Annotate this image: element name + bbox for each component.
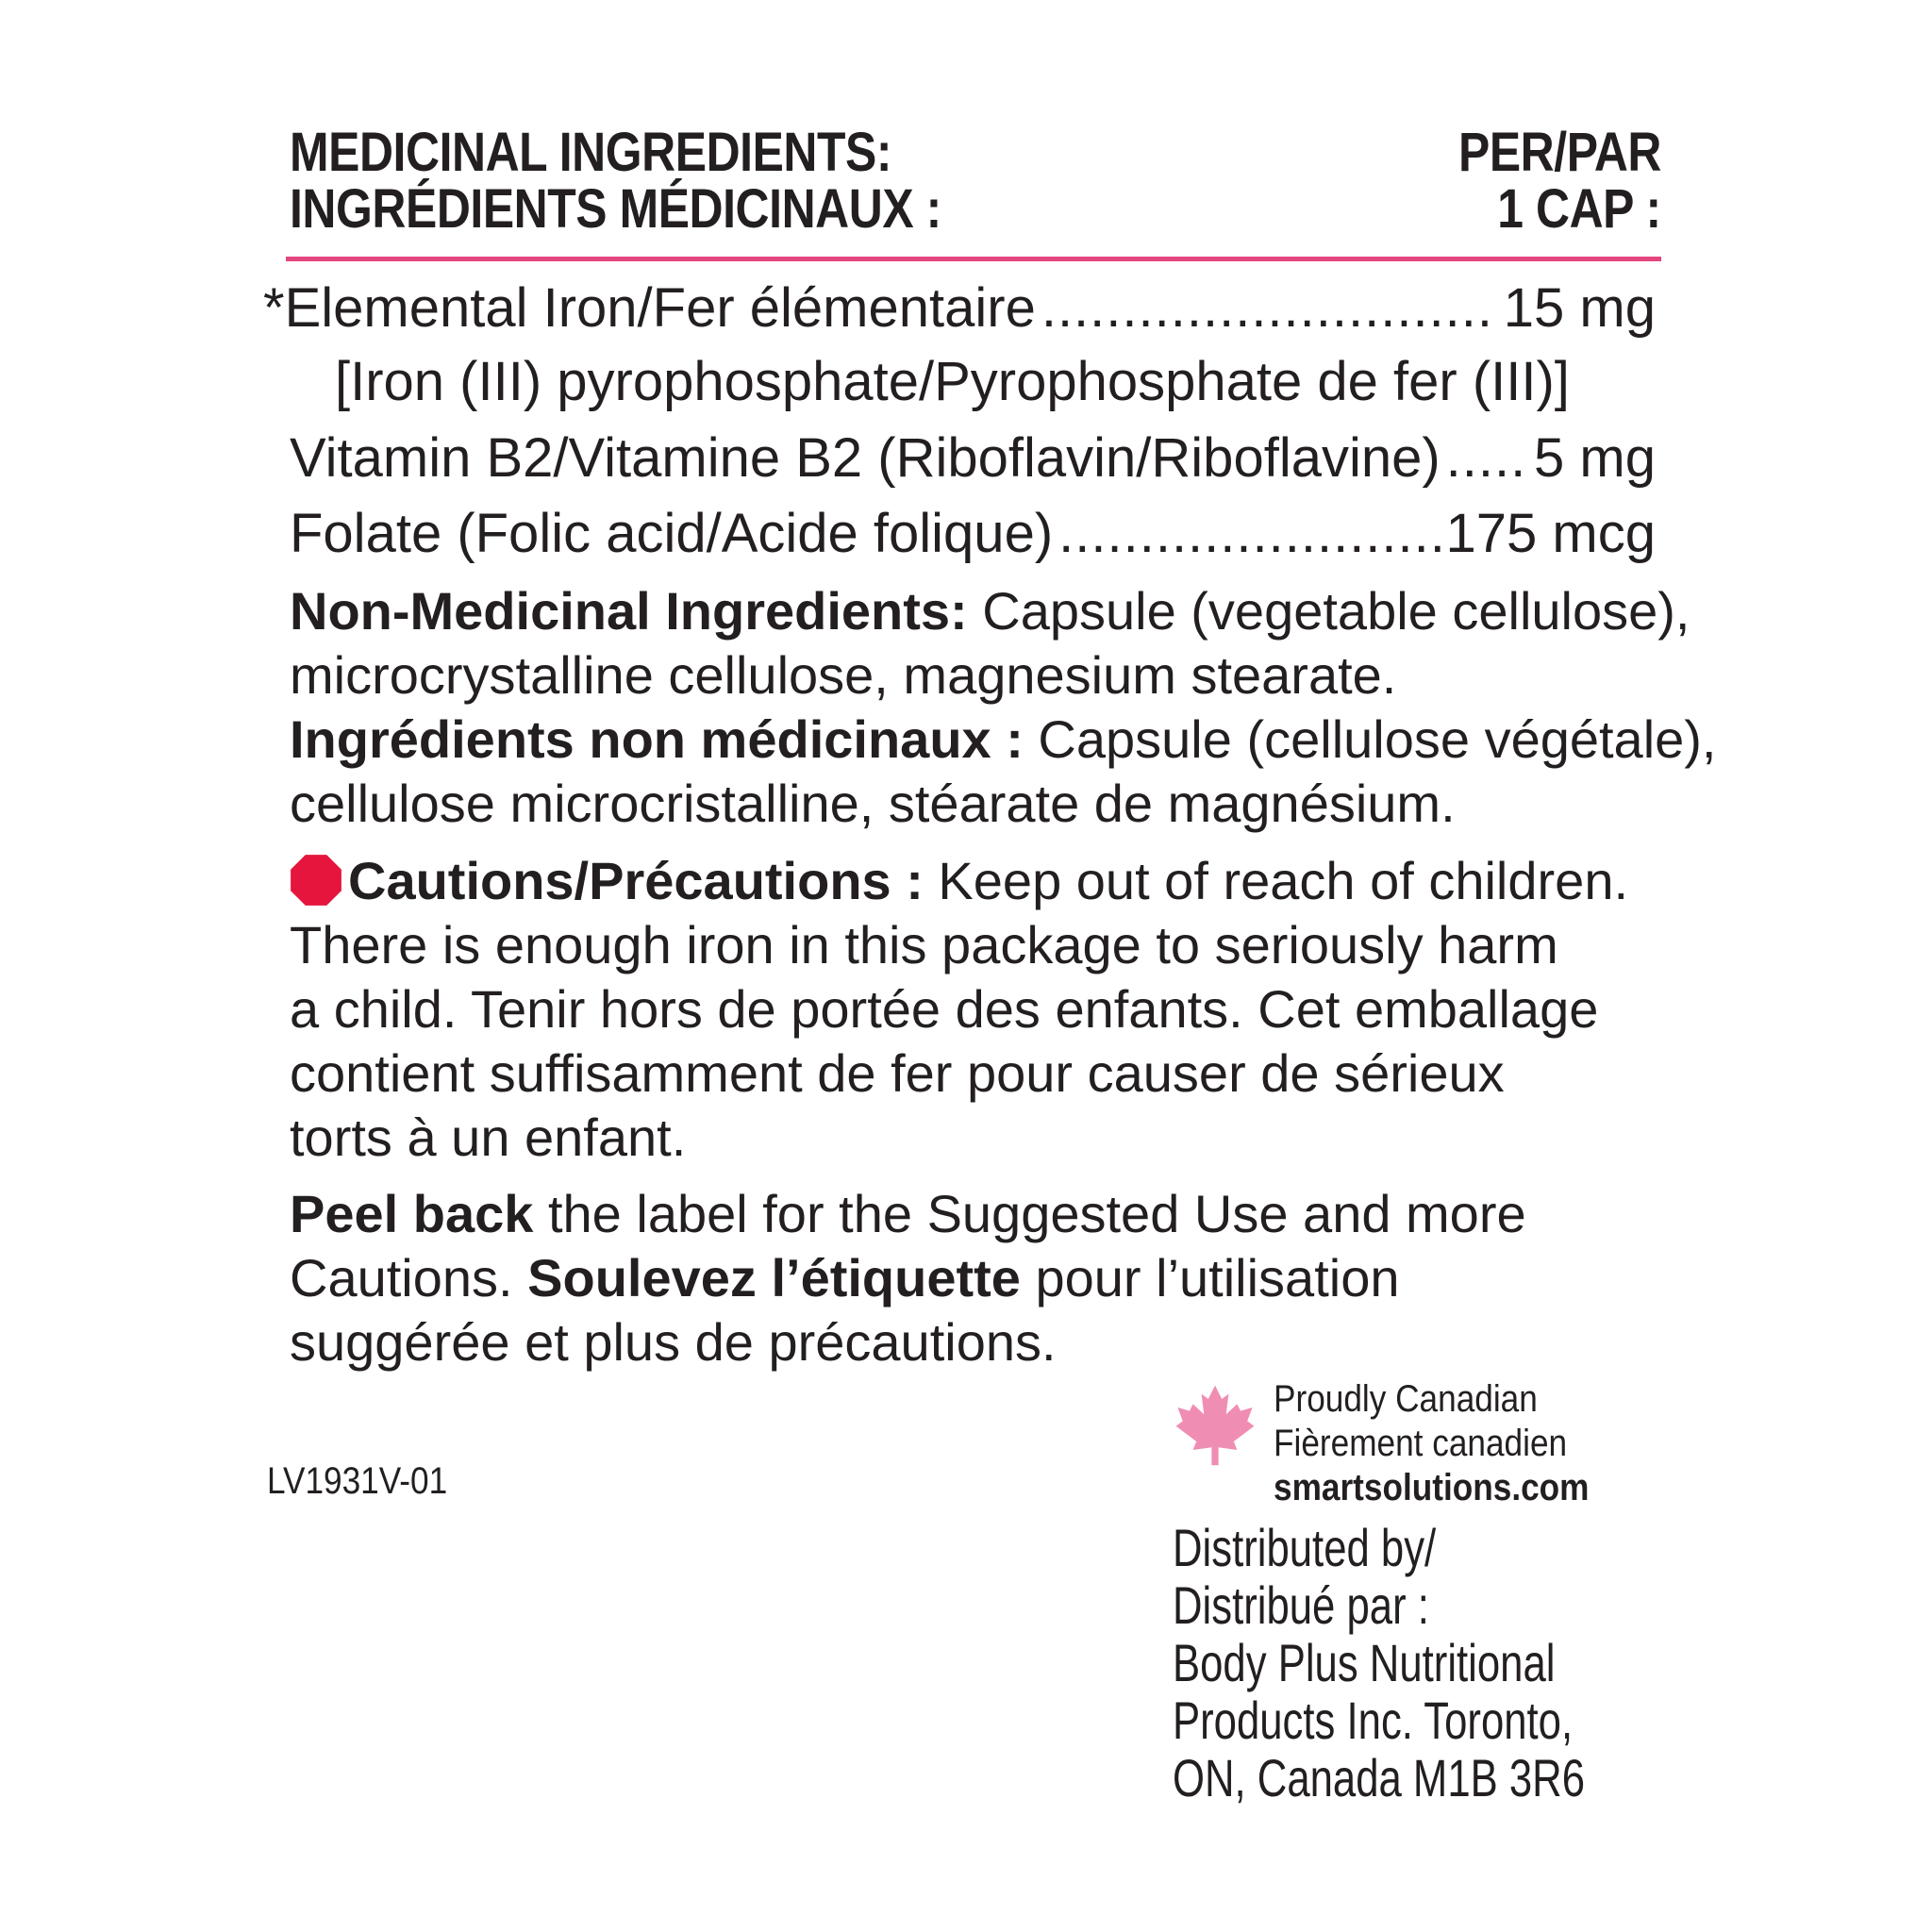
header-per-par: PER/PAR bbox=[1457, 122, 1661, 183]
peel-line1: Peel back the label for the Suggested Use and more bbox=[290, 1184, 1526, 1243]
cautions-line3: a child. Tenir hors de portée des enfants. Cet emballage bbox=[290, 979, 1599, 1039]
ingredient-name: Folate (Folic acid/Acide folique) bbox=[290, 503, 1054, 564]
peel-line2: Cautions. Soulevez l’étiquette pour l’utilisation bbox=[290, 1248, 1400, 1307]
cautions-line2: There is enough iron in this package to seriously harm bbox=[290, 915, 1558, 974]
proudly-canadian-block bbox=[1274, 1377, 1589, 1510]
cautions-section bbox=[290, 849, 1667, 1170]
distributor-line1: Distributed by/ bbox=[1173, 1518, 1437, 1577]
leader-dots bbox=[1446, 429, 1528, 488]
leader-dots bbox=[1041, 279, 1498, 338]
website-link[interactable]: smartsolutions.com bbox=[1274, 1467, 1590, 1508]
distributor-line2: Distribué par : bbox=[1173, 1575, 1429, 1635]
peel-line3: suggérée et plus de précautions. bbox=[290, 1312, 1057, 1372]
cautions-label: Cautions/Précautions : bbox=[348, 851, 924, 910]
non-medicinal-fr-line1: Ingrédients non médicinaux : Capsule (cellulose végétale), bbox=[290, 709, 1717, 769]
proudly-canadian-fr: Fièrement canadien bbox=[1274, 1423, 1568, 1464]
ingredient-name: Vitamin B2/Vitamine B2 (Riboflavin/Riboflavine) bbox=[290, 427, 1441, 489]
distributor-line4: Products Inc. Toronto, bbox=[1173, 1690, 1574, 1750]
ingredient-name: *Elemental Iron/Fer élémentaire bbox=[263, 277, 1036, 339]
stop-icon bbox=[290, 854, 342, 907]
ingredient-amount: 175 mcg bbox=[1445, 503, 1656, 564]
leader-dots bbox=[1058, 505, 1440, 563]
ingredient-row-b2 bbox=[290, 429, 1656, 488]
ingredient-source: [Iron (III) pyrophosphate/Pyrophosphate de fer (III)] bbox=[335, 351, 1570, 412]
ingredient-amount: 5 mg bbox=[1534, 427, 1656, 489]
lot-code: LV1931V-01 bbox=[267, 1460, 448, 1502]
ingredient-row-folate bbox=[290, 505, 1656, 563]
cautions-line5: torts à un enfant. bbox=[290, 1108, 687, 1167]
non-medicinal-ingredients bbox=[290, 579, 1717, 836]
non-medicinal-fr-label: Ingrédients non médicinaux : bbox=[290, 709, 1024, 769]
maple-leaf-icon bbox=[1173, 1382, 1257, 1467]
header-medicinal-ingredients-fr: INGRÉDIENTS MÉDICINAUX : bbox=[290, 178, 941, 240]
header-divider bbox=[286, 257, 1661, 261]
ingredient-amount: 15 mg bbox=[1503, 277, 1656, 339]
non-medicinal-en-line2: microcrystalline cellulose, magnesium stearate. bbox=[290, 645, 1397, 705]
ingredient-row-iron bbox=[263, 279, 1656, 338]
distributor-block bbox=[1173, 1519, 1585, 1807]
distributor-line3: Body Plus Nutritional bbox=[1173, 1633, 1556, 1692]
distributor-line5: ON, Canada M1B 3R6 bbox=[1173, 1748, 1586, 1807]
cautions-line1: Cautions/Précautions : Keep out of reach of children. bbox=[290, 849, 1667, 913]
header-medicinal-ingredients-en: MEDICINAL INGREDIENTS: bbox=[290, 122, 892, 183]
non-medicinal-en-label: Non-Medicinal Ingredients: bbox=[290, 581, 968, 641]
peel-back-notice bbox=[290, 1182, 1667, 1374]
proudly-canadian-en: Proudly Canadian bbox=[1274, 1378, 1538, 1420]
non-medicinal-en-line1: Non-Medicinal Ingredients: Capsule (vegetable cellulose), bbox=[290, 581, 1690, 641]
non-medicinal-fr-line2: cellulose microcristalline, stéarate de magnésium. bbox=[290, 774, 1456, 833]
cautions-line4: contient suffisamment de fer pour causer de sérieux bbox=[290, 1043, 1505, 1103]
header-one-cap: 1 CAP : bbox=[1497, 178, 1661, 240]
ingredient-row-iron-source bbox=[335, 353, 1570, 411]
